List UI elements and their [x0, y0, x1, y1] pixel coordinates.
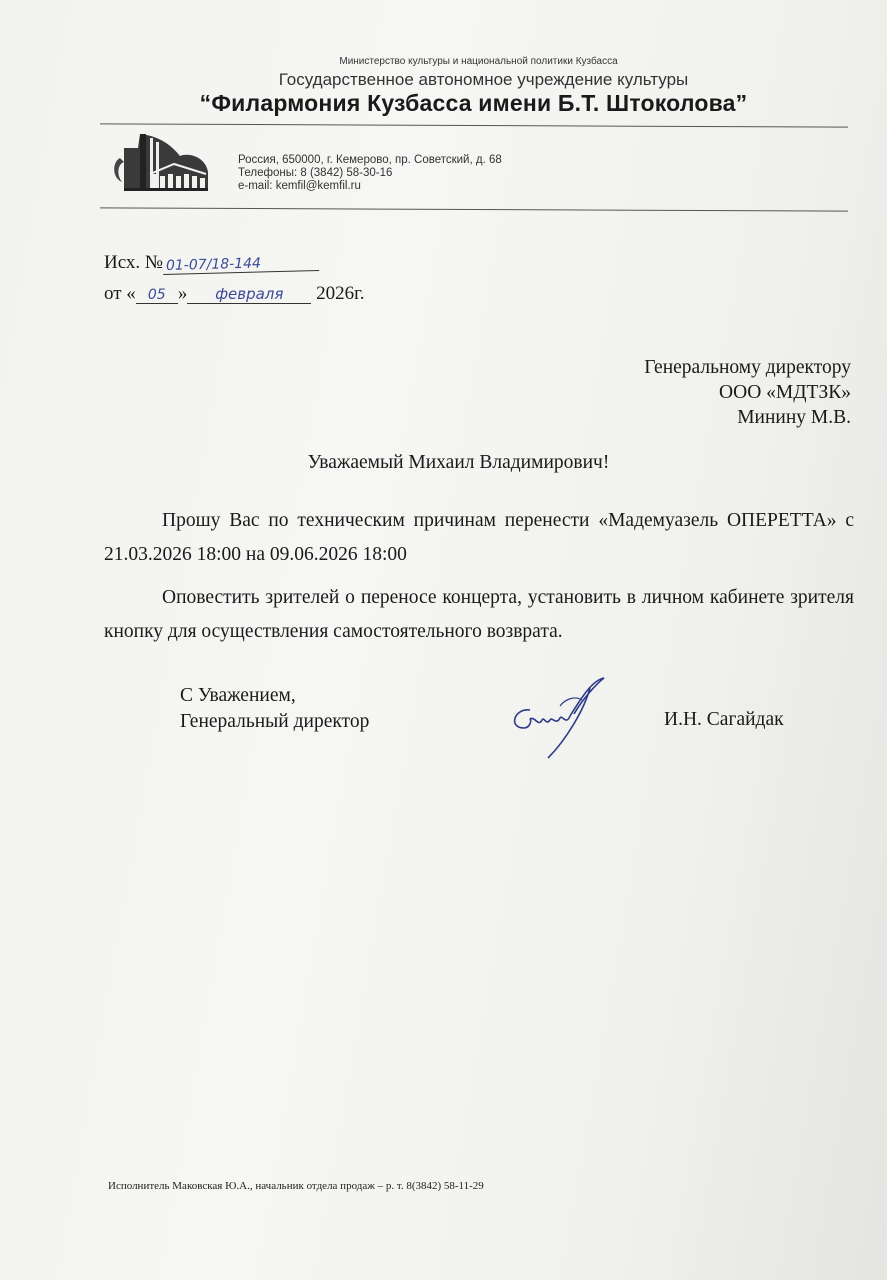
header-top-rule	[100, 123, 848, 127]
outgoing-number-handwritten: 01-07/18-144	[163, 254, 319, 275]
date-year: 2026г.	[316, 283, 365, 304]
body-paragraph-1: Прошу Вас по техническим причинам перенести «Мадемуазель ОПЕРЕТТА» с 21.03.2026 18:00 на 09.06.2026 18:00	[104, 510, 854, 565]
date-month-handwritten: февраля	[187, 285, 311, 304]
salutation: Уважаемый Михаил Владимирович!	[307, 452, 610, 473]
date-mid: »	[177, 283, 188, 304]
outgoing-number-line	[104, 252, 319, 274]
organization-name: “Филармония Кузбасса имени Б.Т. Штоколова”	[199, 90, 748, 116]
addressee-position: Генеральному директору	[644, 357, 851, 378]
header-bottom-rule	[100, 207, 848, 211]
addressee-company: ООО «МДТЗК»	[719, 382, 851, 403]
philharmonic-logo-icon	[110, 128, 215, 193]
addressee-block	[644, 355, 851, 430]
executor-footer: Исполнитель Маковская Ю.А., начальник отдела продаж – р. т. 8(3842) 58-11-29	[108, 1180, 484, 1192]
body-paragraph-2: Оповестить зрителей о переносе концерта, установить в личном кабинете зрителя кнопку для осуществления самостоятельного возврата.	[104, 587, 854, 642]
signer-name: И.Н. Сагайдак	[664, 709, 784, 730]
addressee-name: Минину М.В.	[737, 407, 851, 428]
contact-email: e-mail: kemfil@kemfil.ru	[238, 180, 361, 192]
date-day-handwritten: 05	[136, 287, 178, 304]
closing-regards: С Уважением,	[180, 685, 296, 706]
closing-block	[180, 683, 369, 735]
ministry-line: Министерство культуры и национальной политики Кузбасса	[339, 56, 618, 67]
institution-line: Государственное автономное учреждение культуры	[278, 70, 689, 89]
closing-position: Генеральный директор	[180, 711, 370, 732]
contacts-block	[238, 154, 502, 193]
outgoing-number-label: Исх. №	[104, 252, 164, 273]
handwritten-signature-icon	[500, 670, 610, 762]
letter-date-line	[104, 283, 364, 305]
contact-address: Россия, 650000, г. Кемерово, пр. Советский, д. 68	[238, 154, 502, 166]
contact-phones: Телефоны: 8 (3842) 58-30-16	[238, 167, 393, 179]
date-prefix: от «	[104, 283, 136, 304]
